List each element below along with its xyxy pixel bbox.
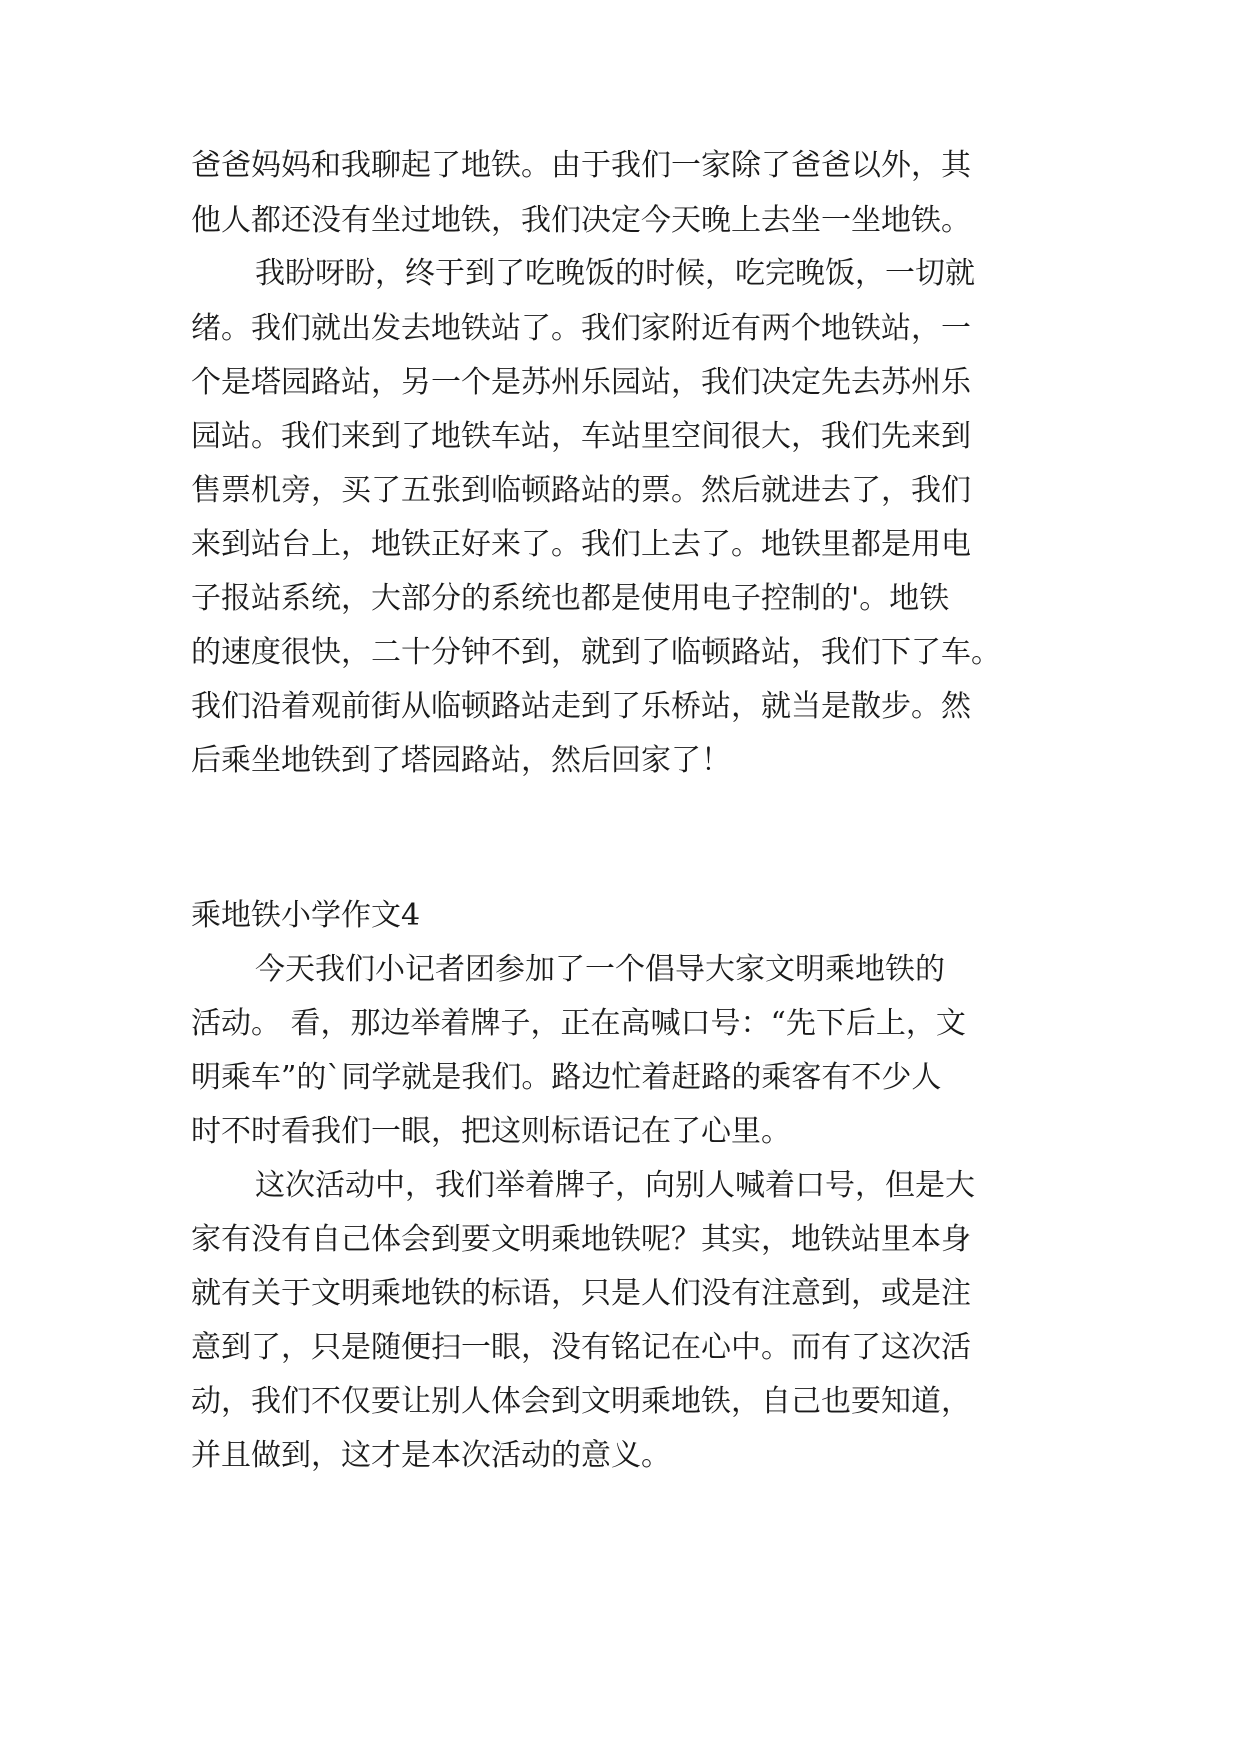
text-line: 我盼呀盼，终于到了吃晚饭的时候，吃完晚饭，一切就 — [255, 256, 975, 291]
text-line: 这次活动中，我们举着牌子，向别人喊着口号，但是大 — [255, 1168, 975, 1203]
text-line: 就有关于文明乘地铁的标语，只是人们没有注意到，或是注 — [191, 1276, 971, 1311]
text-line: 时不时看我们一眼，把这则标语记在了心里。 — [191, 1114, 791, 1149]
text-line: 活动。 看，那边举着牌子，正在高喊口号：“先下后上，文 — [191, 1006, 966, 1041]
text-line: 子报站系统，大部分的系统也都是使用电子控制的'。地铁 — [191, 581, 950, 616]
text-line: 园站。我们来到了地铁车站，车站里空间很大，我们先来到 — [191, 419, 971, 454]
text-line: 个是塔园路站，另一个是苏州乐园站，我们决定先去苏州乐 — [191, 365, 971, 400]
text-line: 他人都还没有坐过地铁，我们决定今天晚上去坐一坐地铁。 — [191, 203, 971, 238]
text-line: 家有没有自己体会到要文明乘地铁呢？其实，地铁站里本身 — [191, 1222, 971, 1257]
text-line: 动，我们不仅要让别人体会到文明乘地铁，自己也要知道， — [191, 1384, 971, 1419]
text-line: 售票机旁，买了五张到临顿路站的票。然后就进去了，我们 — [191, 473, 971, 508]
text-line: 今天我们小记者团参加了一个倡导大家文明乘地铁的 — [255, 952, 945, 987]
text-line: 的速度很快，二十分钟不到，就到了临顿路站，我们下了车。 — [191, 635, 1001, 670]
text-line: 绪。我们就出发去地铁站了。我们家附近有两个地铁站，一 — [191, 311, 971, 346]
section-title: 乘地铁小学作文4 — [191, 898, 421, 933]
text-line: 后乘坐地铁到了塔园路站，然后回家了！ — [191, 743, 731, 778]
text-line: 意到了，只是随便扫一眼，没有铭记在心中。而有了这次活 — [191, 1330, 971, 1365]
text-line: 爸爸妈妈和我聊起了地铁。由于我们一家除了爸爸以外，其 — [191, 148, 971, 183]
text-line: 并且做到，这才是本次活动的意义。 — [191, 1438, 671, 1473]
text-line: 我们沿着观前街从临顿路站走到了乐桥站，就当是散步。然 — [191, 689, 971, 724]
text-line: 来到站台上，地铁正好来了。我们上去了。地铁里都是用电 — [191, 527, 971, 562]
text-line: 明乘车”的`同学就是我们。路边忙着赶路的乘客有不少人 — [191, 1060, 942, 1095]
